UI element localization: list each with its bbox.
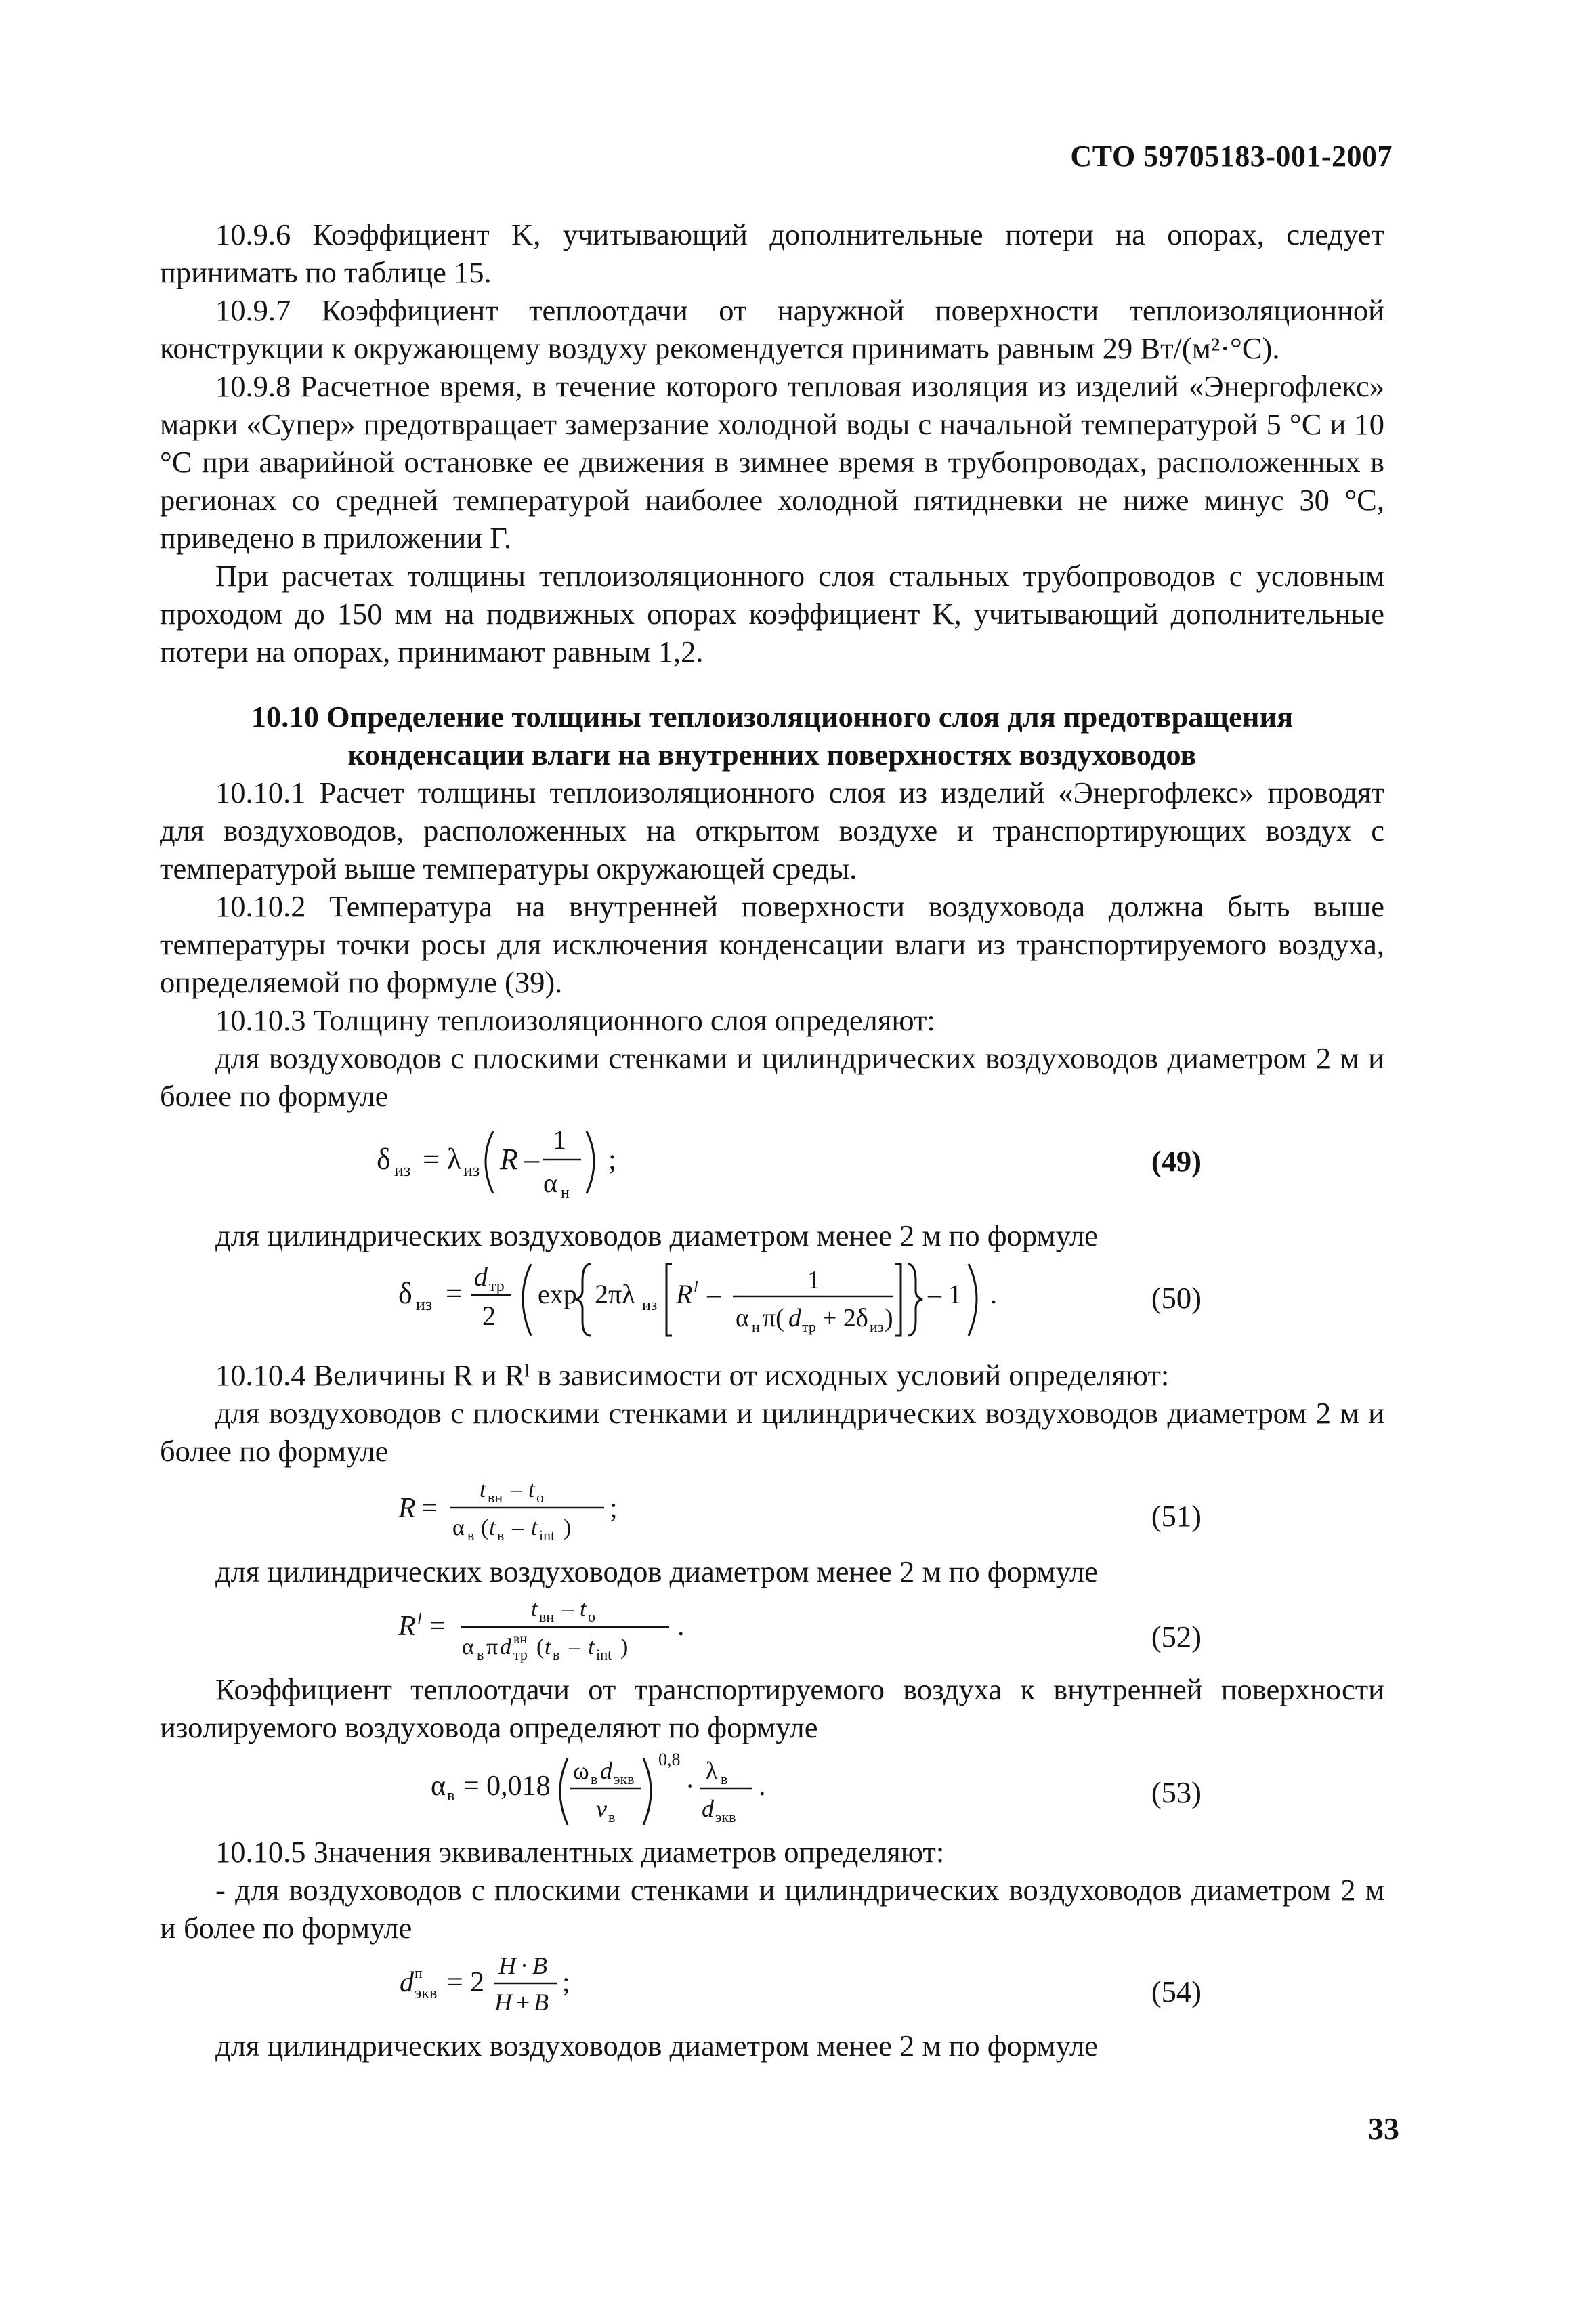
svg-text:в: в xyxy=(447,1787,455,1804)
svg-text:.: . xyxy=(759,1771,766,1802)
svg-text:t: t xyxy=(531,1597,538,1622)
equation-number-53: (53) xyxy=(1151,1775,1202,1809)
svg-text:.: . xyxy=(990,1279,997,1309)
svg-text:2: 2 xyxy=(482,1301,496,1331)
svg-text:t: t xyxy=(545,1634,551,1660)
svg-text:= 0,018: = 0,018 xyxy=(463,1771,551,1802)
svg-text:= 2: = 2 xyxy=(447,1967,485,1998)
paragraph-10-10-2: 10.10.2 Температура на внутренней поверхности воздуховода должна быть выше температуры точки росы для исключения конденсации влаги из транспортируемого воздуха, определяемой по формуле (39). xyxy=(160,889,1384,999)
svg-text:R: R xyxy=(500,1143,518,1176)
formula-54 xyxy=(400,1947,671,2027)
svg-text:l: l xyxy=(417,1611,422,1628)
svg-text:1: 1 xyxy=(553,1124,566,1155)
svg-text:): ) xyxy=(620,1634,629,1660)
paragraph-10-9-8: 10.9.8 Расчетное время, в течение которого тепловая изоляция из изделий «Энергофлекс» марки «Супер» предотвращает замерзание холодной воды с начальной температурой 5 °С и 10 °С при аварийной остановке ее движения в зимнее время в трубопроводах, расположенных в регионах со средней температурой наиболее холодной пятидневки не ниже минус 30 °С, приведено в приложении Г. xyxy=(160,369,1384,555)
svg-text:+: + xyxy=(516,1989,530,2016)
svg-text:t: t xyxy=(528,1477,535,1502)
svg-text:в: в xyxy=(591,1771,598,1788)
equation-52 xyxy=(160,1590,1384,1670)
paragraph-heat-transfer-coefficient: Коэффициент теплоотдачи от транспортируемого воздуха к внутренней поверхности изолируемого воздуховода определяют по формуле xyxy=(160,1672,1384,1744)
svg-text:int: int xyxy=(539,1527,555,1544)
svg-text:H: H xyxy=(498,1952,516,1979)
svg-text:в: в xyxy=(477,1646,484,1663)
svg-text:;: ; xyxy=(562,1967,570,1998)
svg-text:из: из xyxy=(394,1160,411,1180)
svg-text:α: α xyxy=(543,1168,557,1198)
svg-text:): ) xyxy=(885,1304,893,1332)
svg-text:ω: ω xyxy=(573,1757,589,1784)
section-heading-10-10: 10.10 Определение толщины теплоизоляционного слоя для предотвращения конденсации влаги на внутренних поверхностях воздуховодов xyxy=(251,700,1294,772)
svg-text:π(: π( xyxy=(763,1304,784,1332)
page-body xyxy=(160,215,1384,2065)
page-number: 33 xyxy=(1368,2111,1399,2146)
svg-text:=: = xyxy=(423,1143,440,1176)
svg-text:d: d xyxy=(474,1261,488,1292)
svg-text:t: t xyxy=(580,1597,587,1622)
svg-text:d: d xyxy=(702,1795,714,1822)
svg-text:из: из xyxy=(416,1294,433,1314)
svg-text:d: d xyxy=(500,1634,511,1660)
svg-text:из: из xyxy=(870,1318,884,1335)
paragraph-10-9-6: 10.9.6 Коэффициент K, учитывающий дополнительные потери на опорах, следует принимать по таблице 15. xyxy=(160,217,1384,289)
svg-text:α: α xyxy=(452,1515,465,1540)
svg-text:+ 2δ: + 2δ xyxy=(822,1304,868,1332)
svg-text:п: п xyxy=(415,1964,423,1981)
paragraph-10-10-3: 10.10.3 Толщину теплоизоляционного слоя определяют: xyxy=(215,1003,935,1037)
svg-text:из: из xyxy=(463,1160,480,1180)
paragraph-cylindrical-r: для цилиндрических воздуховодов диаметром менее 2 м по формуле xyxy=(215,1555,1098,1588)
equation-50 xyxy=(160,1254,1384,1356)
equation-53 xyxy=(160,1746,1384,1833)
svg-text:λ: λ xyxy=(447,1143,462,1176)
svg-text:=: = xyxy=(421,1493,438,1524)
svg-text:экв: экв xyxy=(415,1985,438,2002)
svg-text:d: d xyxy=(400,1967,414,1998)
paragraph-cylindrical-thickness: для цилиндрических воздуховодов диаметром менее 2 м по формуле xyxy=(215,1219,1098,1252)
svg-text:–: – xyxy=(569,1634,580,1660)
svg-text:int: int xyxy=(596,1646,612,1663)
equation-54 xyxy=(160,1947,1384,2027)
svg-text:exp: exp xyxy=(538,1279,577,1309)
svg-text:(: ( xyxy=(536,1634,545,1660)
svg-text:α: α xyxy=(431,1771,446,1802)
svg-text:l: l xyxy=(694,1279,698,1296)
svg-text:d: d xyxy=(788,1304,801,1332)
svg-text:–: – xyxy=(707,1279,721,1309)
formula-52 xyxy=(398,1590,750,1670)
formula-51 xyxy=(398,1470,710,1552)
svg-text:=: = xyxy=(446,1277,463,1310)
svg-text:o: o xyxy=(588,1608,595,1625)
svg-text:o: o xyxy=(536,1489,544,1506)
svg-text:в: в xyxy=(467,1527,475,1544)
svg-text:в: в xyxy=(553,1646,560,1663)
paragraph-10-10-5: 10.10.5 Значения эквивалентных диаметров определяют: xyxy=(215,1835,945,1869)
svg-text:δ: δ xyxy=(398,1277,412,1310)
svg-text:): ) xyxy=(564,1515,572,1540)
formula-49 xyxy=(377,1115,661,1217)
svg-text:из: из xyxy=(642,1296,658,1314)
svg-text:.: . xyxy=(677,1611,685,1642)
paragraph-flat-ducts-equivalent: - для воздуховодов с плоскими стенками и цилиндрических воздуховодов диаметром 2 м и более по формуле xyxy=(160,1873,1384,1945)
equation-number-54: (54) xyxy=(1151,1974,1202,2008)
svg-text:H: H xyxy=(494,1989,512,2016)
svg-text:экв: экв xyxy=(715,1809,736,1825)
svg-text:R: R xyxy=(676,1279,693,1309)
svg-text:π: π xyxy=(486,1634,498,1660)
svg-text:экв: экв xyxy=(614,1771,635,1788)
svg-text:=: = xyxy=(429,1611,446,1642)
svg-text:–: – xyxy=(524,1143,539,1176)
svg-text:–: – xyxy=(512,1515,524,1540)
svg-text:н: н xyxy=(752,1318,760,1335)
formula-50 xyxy=(398,1254,1008,1356)
svg-text:– 1: – 1 xyxy=(928,1279,962,1309)
equation-number-51: (51) xyxy=(1151,1499,1202,1533)
formula-53 xyxy=(431,1746,783,1833)
equation-51 xyxy=(160,1470,1384,1552)
svg-text:–: – xyxy=(562,1597,574,1622)
svg-text:вн: вн xyxy=(539,1608,555,1625)
svg-text:;: ; xyxy=(608,1143,617,1176)
paragraph-flat-ducts-r: для воздуховодов с плоскими стенками и цилиндрических воздуховодов диаметром 2 м и более по формуле xyxy=(160,1396,1384,1468)
svg-text:;: ; xyxy=(610,1493,618,1524)
svg-text:в: в xyxy=(608,1809,616,1825)
equation-number-50: (50) xyxy=(1151,1281,1202,1315)
svg-text:R: R xyxy=(398,1611,416,1642)
svg-text:в: в xyxy=(721,1771,728,1788)
svg-text:·: · xyxy=(520,1952,528,1979)
equation-49 xyxy=(160,1115,1384,1217)
svg-text:(: ( xyxy=(481,1515,489,1540)
svg-text:v: v xyxy=(596,1795,607,1822)
svg-text:н: н xyxy=(561,1184,570,1202)
paragraph-cylindrical-equivalent: для цилиндрических воздуховодов диаметром менее 2 м по формуле xyxy=(215,2029,1098,2063)
svg-text:в: в xyxy=(497,1527,505,1544)
svg-text:B: B xyxy=(534,1989,549,2016)
svg-text:δ: δ xyxy=(377,1143,391,1176)
svg-text:тр: тр xyxy=(802,1318,816,1335)
svg-text:B: B xyxy=(532,1952,547,1979)
paragraph-10-9-7: 10.9.7 Коэффициент теплоотдачи от наружной поверхности теплоизоляционной конструкции к окружающему воздуху рекомендуется принимать равным 29 Вт/(м²·°С). xyxy=(160,293,1384,365)
paragraph-10-10-4: 10.10.4 Величины R и Rˡ в зависимости от исходных условий определяют: xyxy=(215,1358,1170,1392)
paragraph-10-10-1: 10.10.1 Расчет толщины теплоизоляционного слоя из изделий «Энергофлекс» проводят для воздуховодов, расположенных на открытом воздухе и транспортирующих воздух с температурой выше температуры окружающей среды. xyxy=(160,776,1384,885)
svg-text:t: t xyxy=(588,1634,595,1660)
svg-text:вн: вн xyxy=(488,1489,503,1506)
svg-text:t: t xyxy=(489,1515,496,1540)
svg-text:тр: тр xyxy=(513,1646,528,1663)
svg-text:α: α xyxy=(736,1304,749,1332)
svg-text:–: – xyxy=(511,1477,522,1502)
paragraph-flat-ducts-thickness: для воздуховодов с плоскими стенками и цилиндрических воздуховодов диаметром 2 м и более по формуле xyxy=(160,1041,1384,1113)
svg-text:d: d xyxy=(600,1757,612,1784)
svg-text:тр: тр xyxy=(489,1277,505,1295)
svg-text:вн: вн xyxy=(513,1632,528,1647)
svg-text:α: α xyxy=(462,1634,474,1660)
paragraph-pipe-supports: При расчетах толщины теплоизоляционного слоя стальных трубопроводов с условным проходом до 150 мм на подвижных опорах коэффициент K, учитывающий дополнительные потери на опорах, принимают равным 1,2. xyxy=(160,559,1384,669)
equation-number-49: (49) xyxy=(1151,1144,1202,1178)
svg-text:0,8: 0,8 xyxy=(658,1750,681,1769)
svg-text:R: R xyxy=(398,1493,416,1524)
svg-text:λ: λ xyxy=(706,1757,718,1784)
svg-text:2πλ: 2πλ xyxy=(595,1279,635,1309)
svg-text:t: t xyxy=(531,1515,538,1540)
document-code: СТО 59705183-001-2007 xyxy=(1070,140,1393,173)
svg-text:·: · xyxy=(685,1771,695,1801)
equation-number-52: (52) xyxy=(1151,1620,1202,1653)
svg-text:1: 1 xyxy=(807,1266,820,1294)
svg-text:t: t xyxy=(480,1477,486,1502)
